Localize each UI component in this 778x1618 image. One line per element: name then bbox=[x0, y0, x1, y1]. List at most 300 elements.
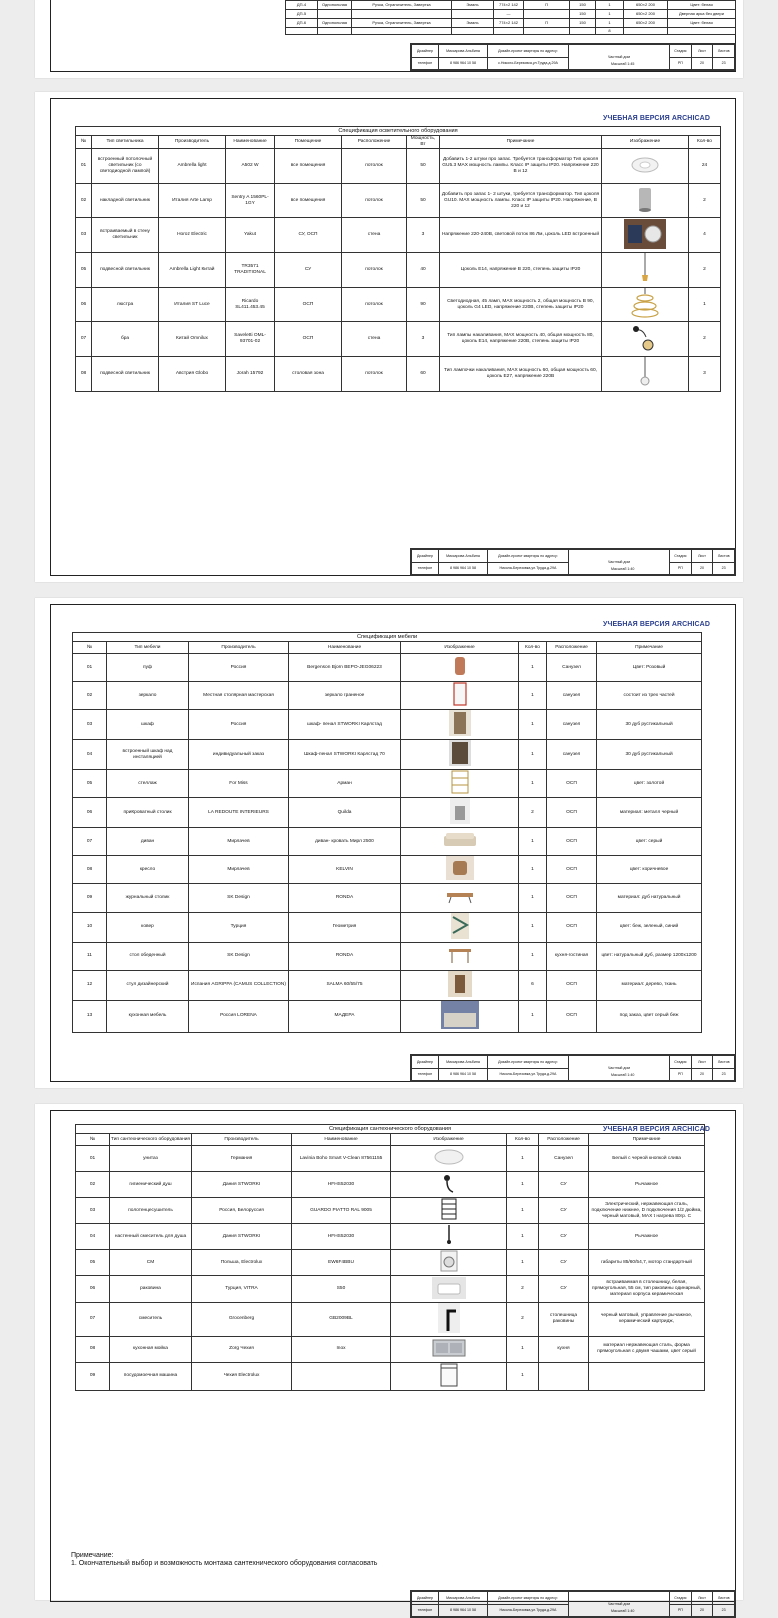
pendant-2-icon bbox=[635, 357, 655, 390]
furniture-type: шкаф bbox=[107, 710, 189, 740]
stamp-col-value: 20 bbox=[691, 57, 713, 70]
scale-label: Масштаб 1:45 bbox=[611, 62, 635, 66]
location: стена bbox=[342, 218, 407, 253]
furniture-type: кресло bbox=[107, 856, 189, 884]
note: материал нержавеющая сталь, форма прямоугольная с двумя чашами, цвет серый bbox=[589, 1336, 705, 1362]
quantity: 1 bbox=[519, 710, 547, 740]
note: материал: металл черный bbox=[597, 798, 702, 828]
manufacturer: Horoz Electric bbox=[159, 218, 226, 253]
row-number: 12 bbox=[73, 970, 107, 1000]
towel-rail-icon bbox=[440, 1198, 458, 1223]
hygienic-shower-icon bbox=[439, 1172, 459, 1197]
stamp-col-value: РП bbox=[670, 1068, 692, 1081]
column-header: Примечание bbox=[589, 1134, 705, 1146]
column-header: Тип светильника bbox=[92, 136, 159, 149]
wall-light-icon bbox=[624, 219, 666, 252]
product-name: GUARDO PIATTO RAL 9005 bbox=[292, 1198, 391, 1224]
table-row bbox=[73, 828, 702, 856]
manufacturer: Италия Arte Lamp bbox=[159, 183, 226, 218]
location: ОСП bbox=[547, 856, 597, 884]
manufacturer: Турция, VITRA bbox=[192, 1276, 292, 1302]
kitchen-icon bbox=[441, 1001, 479, 1032]
fixture-type: накладной светильник bbox=[92, 183, 159, 218]
column-header: Мощность, Вт bbox=[407, 136, 440, 149]
column-header: Расположение bbox=[539, 1134, 589, 1146]
product-name: Quilda bbox=[289, 798, 401, 828]
designer-name: Миксарова Альбина bbox=[439, 45, 488, 58]
column-header: Расположение bbox=[342, 136, 407, 149]
power: 40 bbox=[407, 253, 440, 288]
note: Добавить 1-2 штуки про запас. Требуется трансформатор Тип цоколя GU5.3 MAX мощность лампы. Класс IP защиты IP20. Напряжение 220 В и 12 bbox=[440, 149, 602, 184]
column-header: Примечание bbox=[597, 642, 702, 654]
column-header: Кол-во bbox=[507, 1134, 539, 1146]
table-row bbox=[76, 357, 721, 392]
door-cell: Ручка, Ограничитель, Завертка bbox=[352, 1, 452, 10]
note: габариты 85/60/54,7, мотор стандартный bbox=[589, 1250, 705, 1276]
designer-label: Дизайнер bbox=[412, 45, 439, 58]
location: Санузел bbox=[547, 654, 597, 682]
manufacturer: Австрия Globo bbox=[159, 357, 226, 392]
product-name: KELVIN bbox=[289, 856, 401, 884]
sofa-icon bbox=[442, 830, 478, 853]
title-block bbox=[410, 1590, 736, 1618]
door-row bbox=[286, 19, 736, 28]
table-row bbox=[76, 1362, 705, 1390]
image-cell bbox=[401, 682, 519, 710]
note: материал: дуб натуральный bbox=[597, 884, 702, 912]
furniture-table bbox=[72, 632, 702, 1033]
room: все помещения bbox=[275, 149, 342, 184]
room: все помещения bbox=[275, 183, 342, 218]
quantity: 2 bbox=[507, 1302, 539, 1336]
door-cell: 650×2 200 bbox=[624, 19, 668, 28]
door-cell bbox=[352, 10, 452, 19]
image-cell bbox=[602, 357, 689, 392]
furniture-type: встроенный шкаф над инсталяцией bbox=[107, 740, 189, 770]
location: ОСП bbox=[547, 970, 597, 1000]
manufacturer: Grocenberg bbox=[192, 1302, 292, 1336]
door-total-row bbox=[286, 28, 736, 35]
manufacturer: Местная столярная мастерская bbox=[189, 682, 289, 710]
note: Напряжение 220-240В, световой поток 86 Лм, цоколь LED встроенный bbox=[440, 218, 602, 253]
location: кухня-гостиная bbox=[547, 942, 597, 970]
pendant-icon bbox=[635, 253, 655, 286]
image-cell bbox=[401, 942, 519, 970]
stamp-col-value: 20 bbox=[691, 1068, 713, 1081]
product-name: зеркало граненое bbox=[289, 682, 401, 710]
door-cell: Однопольная bbox=[318, 19, 352, 28]
product-name: Шкаф-пенал STWORKI Карлстад 70 bbox=[289, 740, 401, 770]
ceiling-spot-icon bbox=[628, 153, 662, 178]
product-name: Yakut bbox=[226, 218, 275, 253]
product-name: TR3571 TRADITIONAL bbox=[226, 253, 275, 288]
stamp-col-header: Листов bbox=[713, 550, 735, 563]
quantity: 1 bbox=[519, 1000, 547, 1032]
note: Рычажное bbox=[589, 1172, 705, 1198]
image-cell bbox=[401, 654, 519, 682]
watermark: УЧЕБНАЯ ВЕРСИЯ ARCHICAD bbox=[603, 621, 710, 628]
table-row bbox=[73, 682, 702, 710]
table-row bbox=[73, 798, 702, 828]
location: потолок bbox=[342, 149, 407, 184]
chair-icon bbox=[448, 971, 472, 1000]
shelf-icon bbox=[451, 770, 469, 797]
row-number: 11 bbox=[73, 942, 107, 970]
image-cell bbox=[391, 1250, 507, 1276]
location: ОСП bbox=[547, 770, 597, 798]
image-cell bbox=[401, 710, 519, 740]
furniture-type: стул дизайнерский bbox=[107, 970, 189, 1000]
row-number: 05 bbox=[76, 1250, 110, 1276]
table-row bbox=[73, 1000, 702, 1032]
quantity: 1 bbox=[519, 682, 547, 710]
row-number: 04 bbox=[73, 740, 107, 770]
column-header: Производитель bbox=[189, 642, 289, 654]
title-block bbox=[410, 43, 736, 71]
quantity: 1 bbox=[689, 287, 721, 322]
furniture-type: журнальный столик bbox=[107, 884, 189, 912]
power: 50 bbox=[407, 149, 440, 184]
equipment-type: СМ bbox=[110, 1250, 192, 1276]
location: потолок bbox=[342, 287, 407, 322]
location: СУ bbox=[539, 1198, 589, 1224]
note: под заказ, цвет серый беж bbox=[597, 1000, 702, 1032]
image-cell bbox=[401, 884, 519, 912]
stamp-col-header: Стадия bbox=[670, 1592, 692, 1605]
image-cell bbox=[602, 322, 689, 357]
table-row bbox=[76, 253, 721, 288]
object-name: Частный дом bbox=[569, 1592, 670, 1617]
power: 60 bbox=[407, 357, 440, 392]
stamp-col-header: Стадия bbox=[670, 45, 692, 58]
room: ОСП bbox=[275, 322, 342, 357]
door-cell bbox=[286, 28, 318, 35]
note: Белый с черной кнопкой слива bbox=[589, 1146, 705, 1172]
quantity: 2 bbox=[689, 183, 721, 218]
row-number: 05 bbox=[76, 253, 92, 288]
title-block-table bbox=[411, 549, 735, 575]
note: Светодиодная, 45 ламп, MAX мощность 2, общая мощность В 90, цоколь G4 LED, напряжение 220В, степень защиты IP20 bbox=[440, 287, 602, 322]
location: санузел bbox=[547, 710, 597, 740]
table-row bbox=[76, 1146, 705, 1172]
location: санузел bbox=[547, 682, 597, 710]
table-row bbox=[73, 770, 702, 798]
note: материал: дерево, ткань bbox=[597, 970, 702, 1000]
door-cell bbox=[570, 28, 596, 35]
table-row bbox=[73, 942, 702, 970]
column-header: Наименование bbox=[226, 136, 275, 149]
furniture-type: приКроватный столик bbox=[107, 798, 189, 828]
manufacturer: Мирлачев bbox=[189, 828, 289, 856]
cylinder-lamp-icon bbox=[628, 185, 662, 216]
kitchen-sink-icon bbox=[432, 1337, 466, 1362]
note: черный матовый, управление рычажное, керамический картридж, bbox=[589, 1302, 705, 1336]
image-cell bbox=[391, 1172, 507, 1198]
location: ОСП bbox=[547, 828, 597, 856]
table-row bbox=[73, 884, 702, 912]
stamp-col-value: 23 bbox=[713, 1068, 735, 1081]
footnote-text: 1. Окончательный выбор и возможность монтажа сантехнического оборудования согласовать bbox=[71, 1560, 378, 1567]
phone-label: телефон bbox=[412, 57, 439, 70]
door-cell: 1 bbox=[596, 19, 624, 28]
door-cell: 650×2 200 bbox=[624, 10, 668, 19]
image-cell bbox=[391, 1276, 507, 1302]
table-title: Спецификация осветительного оборудования bbox=[76, 127, 721, 136]
quantity: 1 bbox=[519, 828, 547, 856]
door-cell: Дверная арка без двери bbox=[668, 10, 736, 19]
object-name: Частный дом bbox=[569, 1056, 670, 1081]
table-row bbox=[76, 218, 721, 253]
column-header: Примечание bbox=[440, 136, 602, 149]
door-cell: 150 bbox=[570, 10, 596, 19]
side-table-icon bbox=[450, 798, 470, 827]
location: потолок bbox=[342, 183, 407, 218]
image-cell bbox=[391, 1302, 507, 1336]
fixture-type: подвесной светильник bbox=[92, 253, 159, 288]
image-cell bbox=[602, 149, 689, 184]
image-cell bbox=[401, 770, 519, 798]
door-cell bbox=[624, 28, 668, 35]
room: СУ bbox=[275, 253, 342, 288]
door-total: 8 bbox=[596, 28, 624, 35]
row-number: 08 bbox=[76, 357, 92, 392]
project-cell bbox=[488, 550, 569, 563]
row-number: 03 bbox=[76, 1198, 110, 1224]
note: Цвет: Розовый bbox=[597, 654, 702, 682]
row-number: 06 bbox=[76, 287, 92, 322]
table-title: Спецификация мебели bbox=[73, 633, 702, 642]
location: ОСП bbox=[547, 884, 597, 912]
quantity: 1 bbox=[507, 1362, 539, 1390]
manufacturer: индивидуальный заказ bbox=[189, 740, 289, 770]
door-row bbox=[286, 1, 736, 10]
power: 3 bbox=[407, 322, 440, 357]
product-name: МАДЕРА bbox=[289, 1000, 401, 1032]
furniture-type: стол обеденный bbox=[107, 942, 189, 970]
image-cell bbox=[401, 828, 519, 856]
manufacturer: Россия, Белоруссия bbox=[192, 1198, 292, 1224]
project-title: Дизайн-проект квартиры по адресу: bbox=[498, 1595, 558, 1600]
door-cell: Ручка, Ограничитель, Завертка bbox=[352, 19, 452, 28]
footnote bbox=[71, 1552, 377, 1568]
product-name: Saveletti OML-93701-02 bbox=[226, 322, 275, 357]
row-number: 02 bbox=[76, 183, 92, 218]
title-block-table bbox=[411, 44, 735, 70]
location: потолок bbox=[342, 357, 407, 392]
lighting-table bbox=[75, 126, 721, 392]
table-row bbox=[73, 654, 702, 682]
furniture-type: зеркало bbox=[107, 682, 189, 710]
stamp-col-value: РП bbox=[670, 562, 692, 575]
location: Санузел bbox=[539, 1146, 589, 1172]
product-name: Bergenson Bjorn BEPO-JEG06223 bbox=[289, 654, 401, 682]
scale-label: Масштаб 1:40 bbox=[611, 1073, 635, 1077]
designer-label: Дизайнер bbox=[412, 1592, 439, 1605]
dining-table-icon bbox=[447, 946, 473, 967]
quantity: 1 bbox=[519, 912, 547, 942]
location: санузел bbox=[547, 740, 597, 770]
room: СУ, ОСП bbox=[275, 218, 342, 253]
object-name: Частный дом bbox=[569, 550, 670, 575]
project-title: Дизайн-проект квартиры по адресу: bbox=[498, 1059, 558, 1064]
stamp-col-header: Лист bbox=[691, 550, 713, 563]
note: Тип лампы накаливания, MAX мощность 40, общая мощность 80, цоколь E14, напряжение 220В, степень защиты IP20 bbox=[440, 322, 602, 357]
address: с.Николо-Березовка,ул.Труда,д.29А bbox=[488, 57, 569, 70]
column-header: Расположение bbox=[547, 642, 597, 654]
phone-label: телефон bbox=[412, 1068, 439, 1081]
door-cell bbox=[318, 10, 352, 19]
manufacturer: Ambrella Light Китай bbox=[159, 253, 226, 288]
designer-label: Дизайнер bbox=[412, 550, 439, 563]
image-cell bbox=[602, 253, 689, 288]
product-name: GB2009BL bbox=[292, 1302, 391, 1336]
column-header: Кол-во bbox=[519, 642, 547, 654]
faucet-icon bbox=[438, 1303, 460, 1336]
room: столовая зона bbox=[275, 357, 342, 392]
note: цвет: натуральный дуб, размер 1200х1200 bbox=[597, 942, 702, 970]
note: цвет: серый bbox=[597, 828, 702, 856]
quantity: 1 bbox=[519, 770, 547, 798]
door-cell bbox=[318, 28, 352, 35]
row-number: 05 bbox=[73, 770, 107, 798]
fixture-type: встроенный потолочный светильник (со светодиодной лампой) bbox=[92, 149, 159, 184]
image-cell bbox=[602, 183, 689, 218]
product-name: A502 W bbox=[226, 149, 275, 184]
equipment-type: полотенцесушитель bbox=[110, 1198, 192, 1224]
column-header: Производитель bbox=[159, 136, 226, 149]
quantity: 2 bbox=[519, 798, 547, 828]
furniture-type: пуф bbox=[107, 654, 189, 682]
manufacturer: Польша, Electrolux bbox=[192, 1250, 292, 1276]
toilet-icon bbox=[432, 1148, 466, 1169]
note: цвет: золотой bbox=[597, 770, 702, 798]
fixture-type: встраиваемый в стену светильник bbox=[92, 218, 159, 253]
location: СУ bbox=[539, 1250, 589, 1276]
quantity: 24 bbox=[689, 149, 721, 184]
coffee-table-icon bbox=[445, 890, 475, 907]
product-name bbox=[292, 1362, 391, 1390]
row-number: 02 bbox=[76, 1172, 110, 1198]
equipment-type: смеситель bbox=[110, 1302, 192, 1336]
furniture-type: диван bbox=[107, 828, 189, 856]
row-number: 09 bbox=[76, 1362, 110, 1390]
product-name: RONDA bbox=[289, 884, 401, 912]
row-number: 01 bbox=[73, 654, 107, 682]
product-name: EW6F4BBU bbox=[292, 1250, 391, 1276]
equipment-type: унитаз bbox=[110, 1146, 192, 1172]
equipment-type: настенный смеситель для душа bbox=[110, 1224, 192, 1250]
project-cell bbox=[488, 1592, 569, 1605]
image-cell bbox=[401, 970, 519, 1000]
row-number: 03 bbox=[76, 218, 92, 253]
row-number: 10 bbox=[73, 912, 107, 942]
row-number: 03 bbox=[73, 710, 107, 740]
table-row bbox=[76, 1336, 705, 1362]
designer-name: Миксарова Альбина bbox=[439, 1056, 488, 1069]
column-header: Производитель bbox=[192, 1134, 292, 1146]
designer-name: Миксарова Альбина bbox=[439, 1592, 488, 1605]
image-cell bbox=[391, 1336, 507, 1362]
quantity: 1 bbox=[507, 1224, 539, 1250]
equipment-type: посудомоечная машина bbox=[110, 1362, 192, 1390]
quantity: 2 bbox=[689, 253, 721, 288]
column-header: Тип сантехнического оборудования bbox=[110, 1134, 192, 1146]
door-cell bbox=[494, 28, 524, 35]
column-header: Помещение bbox=[275, 136, 342, 149]
fixture-type: бра bbox=[92, 322, 159, 357]
quantity: 1 bbox=[507, 1172, 539, 1198]
dishwasher-icon bbox=[440, 1363, 458, 1390]
power: 50 bbox=[407, 183, 440, 218]
column-header: № bbox=[76, 1134, 110, 1146]
furniture-type: ковер bbox=[107, 912, 189, 942]
table-row bbox=[73, 970, 702, 1000]
door-cell: 150 bbox=[570, 19, 596, 28]
door-cell bbox=[524, 10, 570, 19]
phone-number: 8 986 964 10 58 bbox=[439, 1604, 488, 1617]
product-name: Inox bbox=[292, 1336, 391, 1362]
table-row bbox=[76, 1172, 705, 1198]
product-name: Lavinia Boho Smart V-Clean 87561155 bbox=[292, 1146, 391, 1172]
sink-icon bbox=[432, 1277, 466, 1302]
mirror-icon bbox=[453, 682, 467, 709]
quantity: 1 bbox=[507, 1146, 539, 1172]
stamp-col-value: 20 bbox=[691, 562, 713, 575]
stamp-col-header: Лист bbox=[691, 1592, 713, 1605]
location: СУ bbox=[539, 1276, 589, 1302]
note: цвет: коричневое bbox=[597, 856, 702, 884]
table-row bbox=[76, 1276, 705, 1302]
fixture-type: подвесной светильник bbox=[92, 357, 159, 392]
row-number: 01 bbox=[76, 149, 92, 184]
quantity: 4 bbox=[689, 218, 721, 253]
stamp-col-value: 23 bbox=[713, 1604, 735, 1617]
door-cell: 150 bbox=[570, 1, 596, 10]
door-cell bbox=[452, 28, 494, 35]
designer-label: Дизайнер bbox=[412, 1056, 439, 1069]
project-title: Дизайн-проект квартиры по адресу: bbox=[498, 48, 558, 53]
door-cell: ДП-6 bbox=[286, 19, 318, 28]
object-name: Частный дом bbox=[569, 45, 670, 70]
note: Тип лампочки накаливания, MAX мощность 60, общая мощность 60, цоколь E27, напряжение 220В bbox=[440, 357, 602, 392]
scale-label: Масштаб 1:40 bbox=[611, 567, 635, 571]
door-table bbox=[285, 0, 736, 35]
manufacturer: Zorg Чехия bbox=[192, 1336, 292, 1362]
location: ОСП bbox=[547, 798, 597, 828]
quantity: 3 bbox=[689, 357, 721, 392]
stamp-col-header: Стадия bbox=[670, 1056, 692, 1069]
power: 3 bbox=[407, 218, 440, 253]
table-row bbox=[73, 856, 702, 884]
row-number: 02 bbox=[73, 682, 107, 710]
note: Цоколь E14, напряжение В 220, степень защиты IP20 bbox=[440, 253, 602, 288]
address: Никола-Березовка,ул.Труда,д.29А bbox=[488, 1604, 569, 1617]
door-cell bbox=[524, 28, 570, 35]
door-cell: — bbox=[494, 10, 524, 19]
manufacturer: LA REDOUTE INTERIEURS bbox=[189, 798, 289, 828]
quantity: 1 bbox=[519, 740, 547, 770]
location: потолок bbox=[342, 253, 407, 288]
column-header: № bbox=[76, 136, 92, 149]
stamp-col-header: Листов bbox=[713, 1592, 735, 1605]
chandelier-icon bbox=[630, 288, 660, 321]
row-number: 07 bbox=[73, 828, 107, 856]
table-row bbox=[76, 1198, 705, 1224]
sheet-sanitary bbox=[35, 1104, 743, 1613]
table-row bbox=[76, 149, 721, 184]
image-cell bbox=[391, 1224, 507, 1250]
image-cell bbox=[391, 1198, 507, 1224]
